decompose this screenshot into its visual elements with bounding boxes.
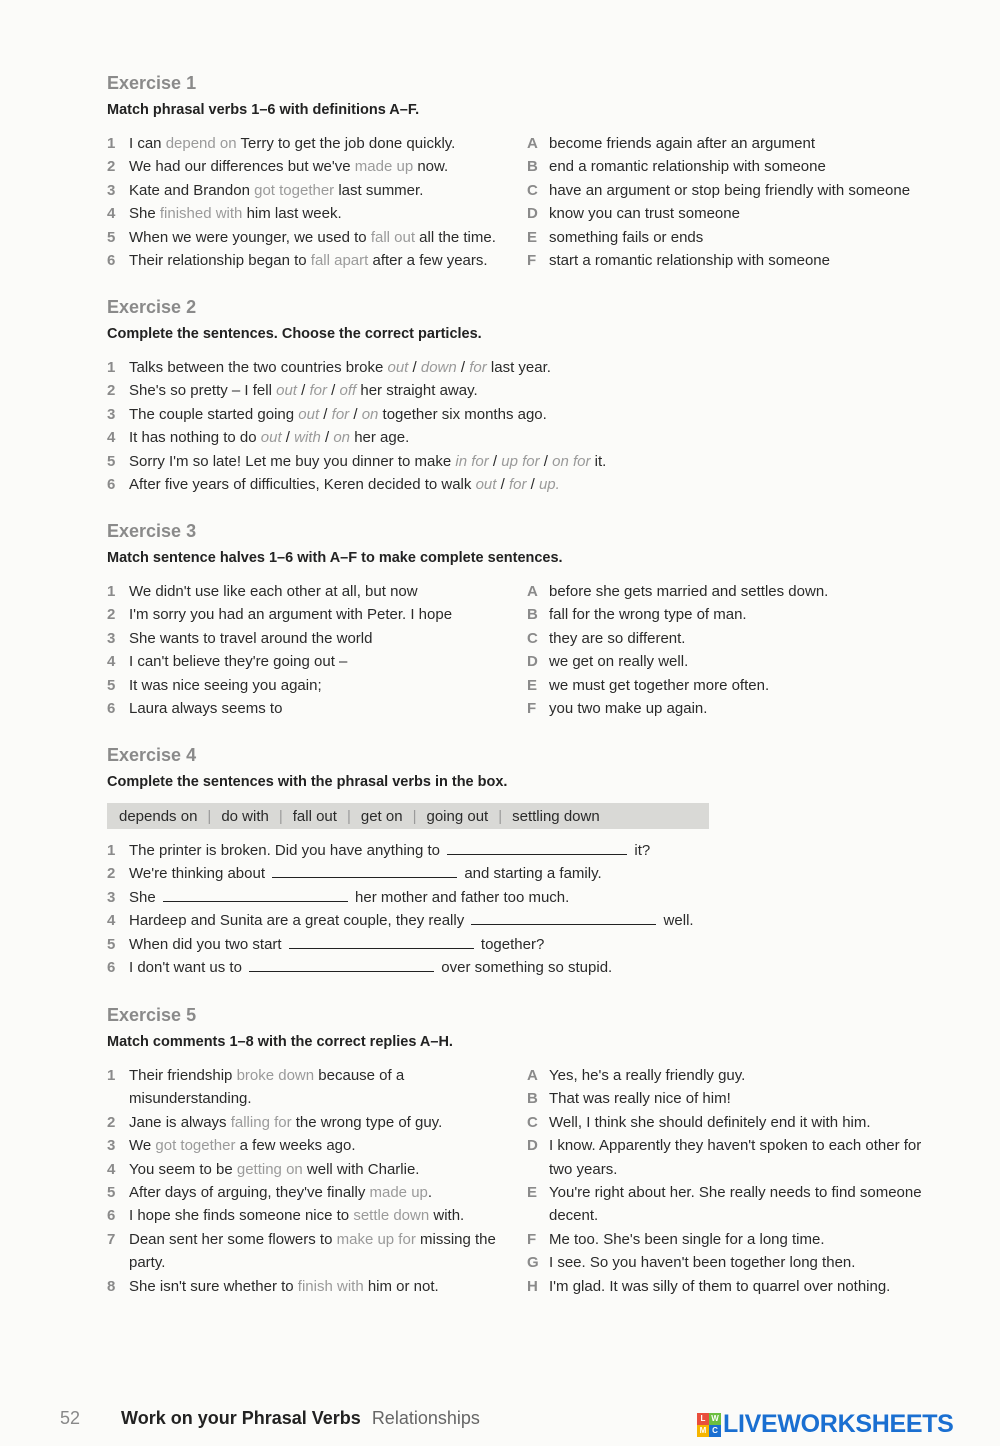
list-item <box>107 426 947 449</box>
list-item <box>107 1134 517 1157</box>
item-letter: B <box>527 158 538 176</box>
second-halves-list <box>527 580 947 720</box>
item-letter: B <box>527 606 538 624</box>
box-word: going out <box>426 807 489 825</box>
list-item <box>107 697 527 720</box>
list-item <box>107 674 527 697</box>
box-word: do with <box>221 807 269 825</box>
item-text: know you can trust someone <box>549 205 740 223</box>
item-text: She wants to travel around the world <box>129 629 373 647</box>
list-item <box>107 1111 517 1134</box>
item-text: After days of arguing, they've finally made up. <box>129 1184 433 1202</box>
list-item <box>107 226 527 249</box>
item-number: 8 <box>107 1277 116 1295</box>
list-item <box>107 249 527 272</box>
item-letter: B <box>527 1090 538 1108</box>
item-text: I can depend on Terry to get the job done quickly. <box>129 135 456 152</box>
sentence-list <box>107 132 527 272</box>
item-letter: D <box>527 653 538 671</box>
answer-blank[interactable] <box>447 840 627 855</box>
list-item <box>107 403 947 426</box>
item-text: The couple started going out / for / on together six months ago. <box>129 405 547 423</box>
item-text: You're right about her. She really needs to find someone decent. <box>549 1184 922 1225</box>
item-text: We got together a few weeks ago. <box>129 1137 356 1155</box>
particle-option: for <box>331 405 350 423</box>
item-text: they are so different. <box>549 629 686 647</box>
list-item <box>107 956 947 979</box>
list-item <box>527 179 947 202</box>
logo-icon-cell: C <box>709 1425 721 1437</box>
exercise-instruction: Match comments 1–8 with the correct replies A–H. <box>107 1034 453 1050</box>
phrasal-verb: make up for <box>336 1230 416 1248</box>
comments-list <box>107 1064 517 1298</box>
item-text: I know. Apparently they haven't spoken to each other for two years. <box>549 1137 922 1178</box>
list-item <box>107 356 947 379</box>
box-word: depends on <box>119 807 198 825</box>
item-text: I hope she finds someone nice to settle down with. <box>129 1207 465 1225</box>
particle-option: on <box>333 429 351 447</box>
item-text: you two make up again. <box>549 700 708 718</box>
item-text: I'm glad. It was silly of them to quarrel over nothing. <box>549 1277 891 1295</box>
logo-icon-cell: M <box>697 1425 709 1437</box>
item-letter: H <box>527 1277 538 1295</box>
item-text: have an argument or stop being friendly with someone <box>549 181 911 199</box>
box-word: settling down <box>512 807 600 825</box>
list-item <box>107 1228 517 1275</box>
list-item <box>527 603 947 626</box>
item-text: You seem to be getting on well with Charlie. <box>129 1160 420 1178</box>
item-number: 1 <box>107 359 116 376</box>
item-text: before she gets married and settles down. <box>549 583 829 600</box>
list-item <box>107 1275 517 1298</box>
exercise-title: Exercise 4 <box>107 745 197 765</box>
answer-blank[interactable] <box>163 887 348 902</box>
phrasal-verb: falling for <box>230 1113 292 1131</box>
item-text: fall for the wrong type of man. <box>549 606 747 624</box>
item-number: 4 <box>107 205 116 223</box>
particle-option: down <box>420 359 457 376</box>
list-item <box>107 179 527 202</box>
liveworksheets-logo <box>697 1410 954 1439</box>
answer-blank[interactable] <box>471 910 656 925</box>
list-item <box>527 1228 947 1251</box>
box-word: get on <box>360 807 403 825</box>
item-text: Laura always seems to <box>129 700 283 718</box>
list-item <box>107 909 947 932</box>
item-number: 7 <box>107 1230 116 1248</box>
list-item <box>527 249 947 272</box>
item-text: Their relationship began to fall apart after a few years. <box>129 252 488 270</box>
particle-option: out <box>260 429 282 447</box>
logo-icon-cell: L <box>697 1413 709 1425</box>
first-halves-list <box>107 580 527 720</box>
list-item <box>107 933 947 956</box>
item-number: 6 <box>107 700 116 718</box>
unit-topic: Relationships <box>371 1408 480 1428</box>
item-text: Yes, he's a really friendly guy. <box>549 1067 746 1084</box>
box-word: fall out <box>292 807 337 825</box>
list-item <box>107 650 527 673</box>
item-number: 5 <box>107 452 116 470</box>
phrasal-verb: settle down <box>353 1207 430 1225</box>
item-text: we get on really well. <box>549 653 689 671</box>
item-text: It has nothing to do out / with / on her age. <box>129 429 410 447</box>
item-letter: A <box>527 583 538 600</box>
list-item <box>527 1251 947 1274</box>
word-separator: | <box>278 807 283 825</box>
item-number: 2 <box>107 865 116 883</box>
item-text: Jane is always falling for the wrong type of guy. <box>129 1113 443 1131</box>
word-separator: | <box>412 807 417 825</box>
item-text: we must get together more often. <box>549 676 770 694</box>
item-number: 6 <box>107 959 116 977</box>
book-title: Work on your Phrasal Verbs <box>121 1408 361 1428</box>
page-number: 52 <box>60 1408 81 1428</box>
exercise-1 <box>107 72 947 273</box>
phrasal-verb: got together <box>155 1137 236 1155</box>
list-item <box>527 1181 947 1228</box>
item-letter: C <box>527 1113 538 1131</box>
item-letter: F <box>527 252 537 270</box>
logo-text: LIVEWORKSHEETS <box>723 1410 954 1438</box>
particle-option: for <box>309 382 327 400</box>
exercise-instruction: Match phrasal verbs 1–6 with definitions A–F. <box>107 102 420 118</box>
item-text: She finished with him last week. <box>129 205 342 223</box>
item-text: something fails or ends <box>549 228 704 246</box>
exercise-4 <box>107 744 947 980</box>
item-letter: E <box>527 228 538 246</box>
item-letter: C <box>527 629 538 647</box>
phrasal-verb: depend on <box>165 135 237 152</box>
answer-blank[interactable] <box>272 863 457 878</box>
list-item <box>527 674 947 697</box>
answer-blank[interactable] <box>249 957 434 972</box>
item-text: Hardeep and Sunita are a great couple, they really well. <box>129 912 694 930</box>
item-number: 5 <box>107 935 116 953</box>
list-item <box>107 580 527 603</box>
item-letter: A <box>527 135 538 152</box>
exercise-5 <box>107 1004 947 1304</box>
item-letter: F <box>527 1230 537 1248</box>
item-text: I don't want us to over something so stupid. <box>129 959 613 977</box>
word-separator: | <box>498 807 503 825</box>
exercise-2 <box>107 296 947 497</box>
logo-icon-cell: W <box>709 1413 721 1425</box>
item-text: After five years of difficulties, Keren decided to walk out / for / up. <box>129 476 560 494</box>
replies-list <box>527 1064 947 1298</box>
item-text: When did you two start together? <box>129 935 545 953</box>
item-number: 4 <box>107 1160 116 1178</box>
page-footer <box>60 1408 480 1429</box>
sentence-list <box>107 839 947 979</box>
item-text: Kate and Brandon got together last summer. <box>129 181 424 199</box>
list-item <box>527 580 947 603</box>
item-number: 2 <box>107 382 116 400</box>
list-item <box>107 839 947 862</box>
item-text: Me too. She's been single for a long time. <box>549 1230 825 1248</box>
list-item <box>527 202 947 225</box>
item-number: 2 <box>107 606 116 624</box>
item-text: I see. So you haven't been together long then. <box>549 1254 856 1272</box>
item-number: 5 <box>107 676 116 694</box>
phrasal-verb: broke down <box>236 1067 315 1084</box>
list-item <box>527 132 947 155</box>
list-item <box>107 862 947 885</box>
item-text: It was nice seeing you again; <box>129 676 322 694</box>
item-number: 3 <box>107 888 116 906</box>
answer-blank[interactable] <box>289 934 474 949</box>
logo-icon <box>697 1413 721 1437</box>
particle-option: with <box>294 429 321 447</box>
phrasal-verb: fall out <box>370 228 416 246</box>
list-item <box>107 627 527 650</box>
list-item <box>107 1158 517 1181</box>
list-item <box>107 1181 517 1204</box>
word-separator: | <box>207 807 212 825</box>
item-number: 1 <box>107 1067 116 1084</box>
item-letter: E <box>527 1184 538 1202</box>
item-number: 4 <box>107 653 116 671</box>
exercise-instruction: Complete the sentences with the phrasal verbs in the box. <box>107 774 508 790</box>
exercise-title: Exercise 2 <box>107 297 197 317</box>
particle-option: for <box>508 476 527 494</box>
item-text: become friends again after an argument <box>549 135 815 152</box>
item-text: She's so pretty – I fell out / for / off her straight away. <box>129 382 478 400</box>
list-item <box>107 1064 517 1111</box>
item-letter: C <box>527 181 538 199</box>
item-text: Dean sent her some flowers to make up for missing the party. <box>129 1230 496 1272</box>
item-number: 3 <box>107 181 116 199</box>
particle-option: on <box>361 405 379 423</box>
list-item <box>107 132 527 155</box>
particle-option: out <box>387 359 409 376</box>
particle-option: for <box>469 359 487 376</box>
item-text: We didn't use like each other at all, but now <box>129 583 418 600</box>
item-letter: E <box>527 676 538 694</box>
item-number: 6 <box>107 252 116 270</box>
item-text: Talks between the two countries broke out / down / for last year. <box>129 359 551 376</box>
item-letter: G <box>527 1254 539 1272</box>
item-text: Sorry I'm so late! Let me buy you dinner to make in for / up for / on for it. <box>129 452 607 470</box>
particle-option: out <box>475 476 497 494</box>
list-item <box>107 886 947 909</box>
exercise-instruction: Complete the sentences. Choose the correct particles. <box>107 326 482 342</box>
definition-list <box>527 132 947 272</box>
item-number: 3 <box>107 405 116 423</box>
list-item <box>527 226 947 249</box>
list-item <box>107 1204 517 1227</box>
item-text: She her mother and father too much. <box>129 888 570 906</box>
list-item <box>107 155 527 178</box>
item-text: Well, I think she should definitely end it with him. <box>549 1113 871 1131</box>
item-text: I'm sorry you had an argument with Peter. I hope <box>129 606 453 624</box>
item-text: I can't believe they're going out – <box>129 653 348 671</box>
item-number: 6 <box>107 476 116 494</box>
list-item <box>527 1275 947 1298</box>
item-text: Their friendship broke down because of a misunderstanding. <box>129 1067 405 1108</box>
item-number: 4 <box>107 912 116 930</box>
list-item <box>107 450 947 473</box>
item-text: end a romantic relationship with someone <box>549 158 826 176</box>
list-item <box>527 155 947 178</box>
list-item <box>107 202 527 225</box>
exercise-3 <box>107 520 947 721</box>
list-item <box>527 1087 947 1110</box>
item-number: 2 <box>107 158 116 176</box>
list-item <box>527 650 947 673</box>
item-number: 6 <box>107 1207 116 1225</box>
item-number: 3 <box>107 1137 116 1155</box>
exercise-title: Exercise 1 <box>107 73 197 93</box>
item-text: She isn't sure whether to finish with him or not. <box>129 1277 439 1295</box>
phrasal-verb: finished with <box>159 205 243 223</box>
list-item <box>107 603 527 626</box>
phrasal-verb: getting on <box>236 1160 303 1178</box>
item-letter: D <box>527 205 538 223</box>
item-number: 5 <box>107 228 116 246</box>
item-text: start a romantic relationship with someone <box>549 252 830 270</box>
phrasal-verb: finish with <box>297 1277 364 1295</box>
list-item <box>107 379 947 402</box>
exercise-title: Exercise 3 <box>107 521 197 541</box>
particle-option: up. <box>538 476 560 494</box>
phrasal-verb: got together <box>254 181 335 199</box>
particle-option: out <box>298 405 320 423</box>
particle-option: off <box>339 382 357 400</box>
list-item <box>527 627 947 650</box>
list-item <box>527 1111 947 1134</box>
word-box <box>107 803 709 829</box>
item-number: 1 <box>107 842 116 859</box>
list-item <box>527 1064 947 1087</box>
particle-option: up for <box>501 452 540 470</box>
item-text: That was really nice of him! <box>549 1090 731 1108</box>
word-separator: | <box>346 807 351 825</box>
item-text: When we were younger, we used to fall out all the time. <box>129 228 496 246</box>
item-number: 3 <box>107 629 116 647</box>
exercise-title: Exercise 5 <box>107 1005 197 1025</box>
item-letter: A <box>527 1067 538 1084</box>
item-number: 4 <box>107 429 116 447</box>
item-number: 2 <box>107 1113 116 1131</box>
list-item <box>107 473 947 496</box>
item-letter: D <box>527 1137 538 1155</box>
item-text: The printer is broken. Did you have anything to it? <box>129 842 651 859</box>
item-number: 1 <box>107 583 116 600</box>
item-letter: F <box>527 700 537 718</box>
particle-option: on for <box>552 452 591 470</box>
item-text: We're thinking about and starting a family. <box>129 865 602 883</box>
list-item <box>527 697 947 720</box>
phrasal-verb: fall apart <box>310 252 369 270</box>
particle-option: in for <box>455 452 489 470</box>
item-text: We had our differences but we've made up now. <box>129 158 449 176</box>
particle-option: out <box>276 382 297 400</box>
item-number: 5 <box>107 1184 116 1202</box>
list-item <box>527 1134 947 1181</box>
phrasal-verb: made up <box>369 1184 428 1202</box>
item-number: 1 <box>107 135 116 152</box>
phrasal-verb: made up <box>354 158 414 176</box>
exercise-instruction: Match sentence halves 1–6 with A–F to make complete sentences. <box>107 550 563 566</box>
sentence-list <box>107 356 947 496</box>
